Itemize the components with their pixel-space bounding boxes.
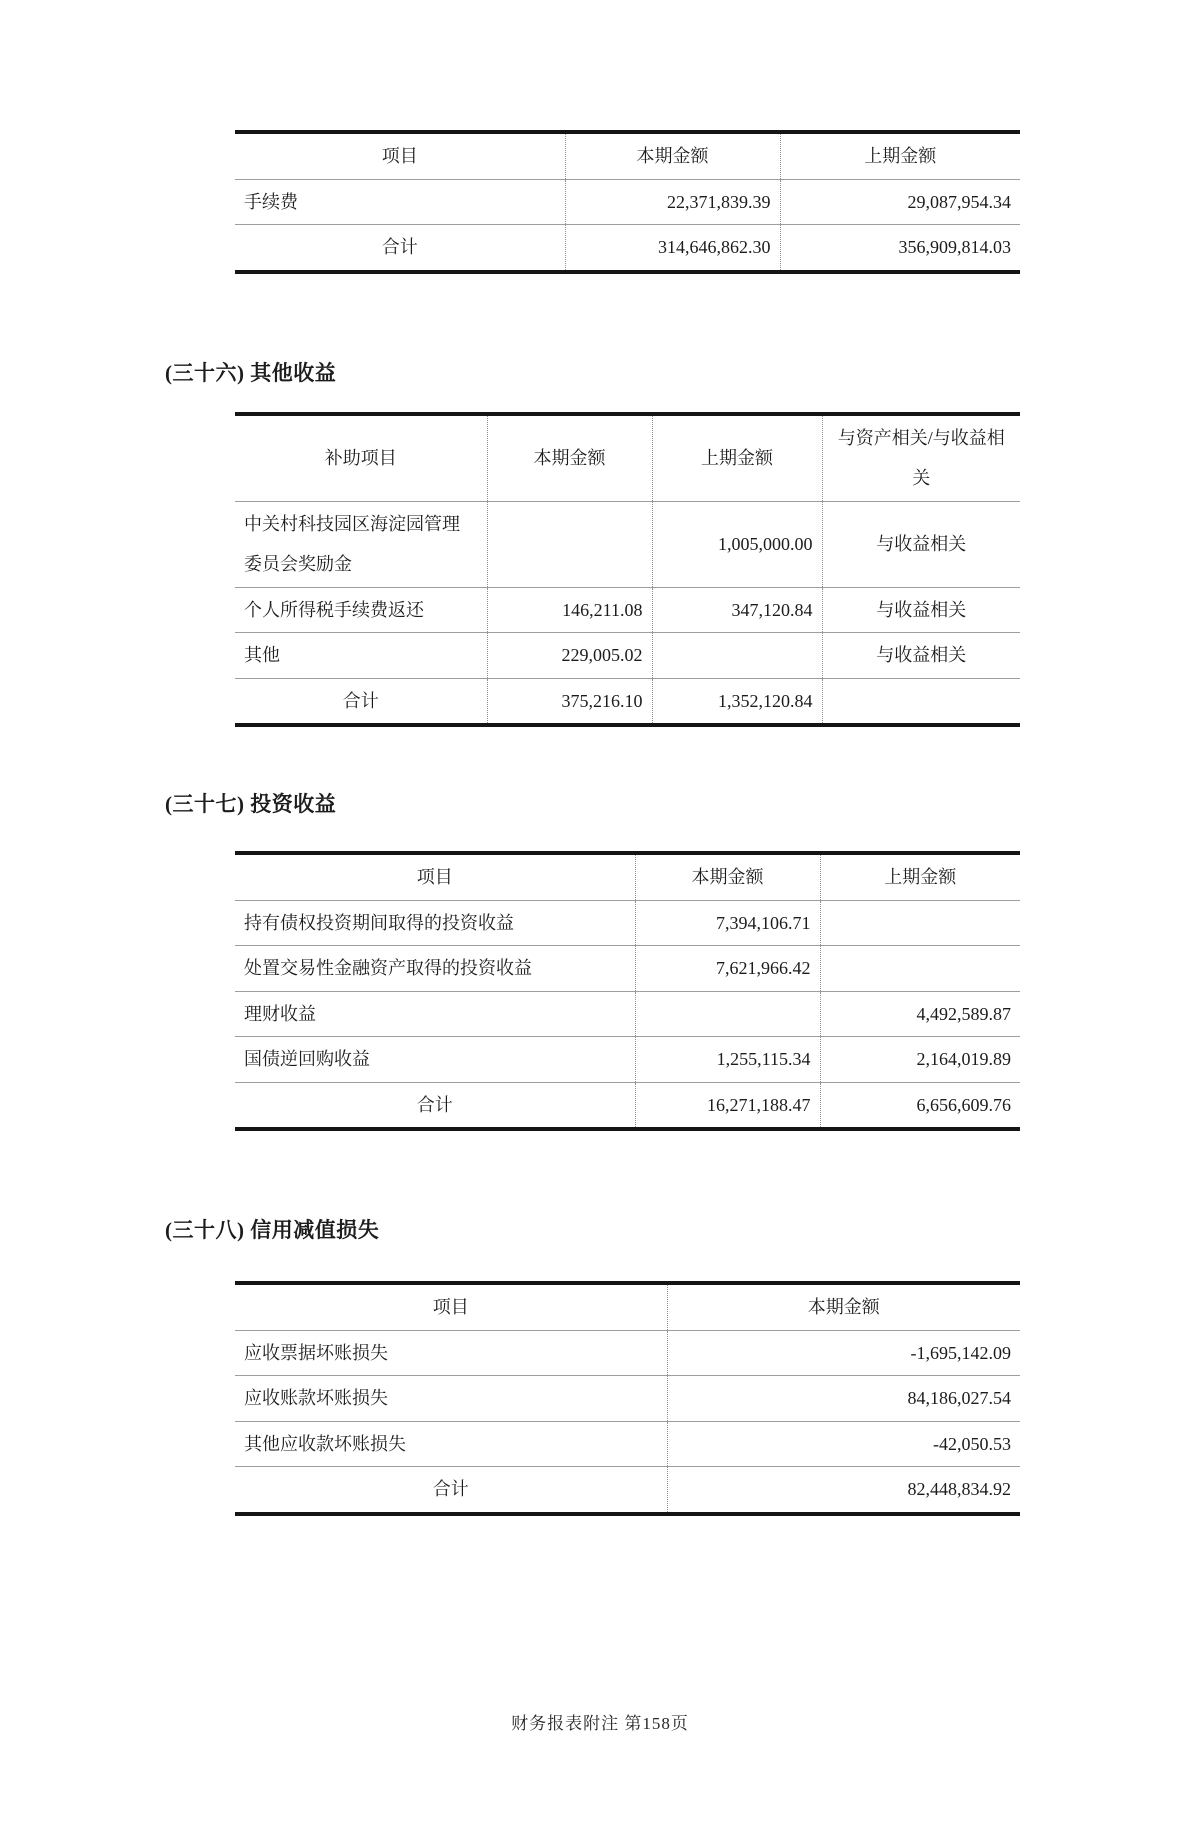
amount-prior: 4,492,589.87 — [820, 991, 1020, 1037]
amount-prior: 1,005,000.00 — [652, 501, 822, 587]
table-header-row — [235, 1283, 1020, 1330]
amount-prior — [652, 633, 822, 679]
amount-prior: 29,087,954.34 — [780, 179, 1020, 225]
row-label: 手续费 — [235, 179, 565, 225]
table-header-row — [235, 414, 1020, 502]
column-header-item: 项目 — [235, 1283, 667, 1330]
page-footer: 财务报表附注 第158页 — [511, 1714, 689, 1733]
row-label: 处置交易性金融资产取得的投资收益 — [235, 946, 635, 992]
amount-prior: 1,352,120.84 — [652, 678, 822, 725]
amount-current: 229,005.02 — [487, 633, 652, 679]
section-title-investment-income: (三十七) 投资收益 — [165, 792, 337, 816]
amount-current: 22,371,839.39 — [565, 179, 780, 225]
amount-prior — [820, 900, 1020, 946]
row-label: 持有债权投资期间取得的投资收益 — [235, 900, 635, 946]
table-header-row — [235, 853, 1020, 900]
row-label: 其他应收款坏账损失 — [235, 1421, 667, 1467]
column-header-current-amount: 本期金额 — [565, 132, 780, 179]
related-type: 与收益相关 — [822, 633, 1020, 679]
amount-current: 1,255,115.34 — [635, 1037, 820, 1083]
amount-prior: 347,120.84 — [652, 587, 822, 633]
amount-current — [635, 991, 820, 1037]
row-label: 应收账款坏账损失 — [235, 1376, 667, 1422]
total-label: 合计 — [235, 225, 565, 272]
section-title-other-income: (三十六) 其他收益 — [165, 360, 337, 385]
table-total-row — [235, 1082, 1020, 1129]
amount-current: -1,695,142.09 — [667, 1330, 1020, 1376]
amount-current: -42,050.53 — [667, 1421, 1020, 1467]
row-label: 理财收益 — [235, 991, 635, 1037]
table-row — [235, 179, 1020, 225]
related-type: 与收益相关 — [822, 501, 1020, 587]
amount-current: 7,394,106.71 — [635, 900, 820, 946]
column-header-subsidy-item: 补助项目 — [235, 414, 487, 502]
table-row — [235, 501, 1020, 587]
table-total-row — [235, 678, 1020, 725]
fee-summary-table — [235, 130, 1020, 274]
total-label: 合计 — [235, 678, 487, 725]
table-row — [235, 1421, 1020, 1467]
table-row — [235, 1376, 1020, 1422]
column-header-prior-amount: 上期金额 — [652, 414, 822, 502]
column-header-prior-amount: 上期金额 — [820, 853, 1020, 900]
investment-income-table — [235, 851, 1020, 1131]
column-header-prior-amount: 上期金额 — [780, 132, 1020, 179]
amount-prior — [820, 946, 1020, 992]
amount-current: 375,216.10 — [487, 678, 652, 725]
amount-prior: 6,656,609.76 — [820, 1082, 1020, 1129]
table-row — [235, 946, 1020, 992]
table-row — [235, 1330, 1020, 1376]
total-label: 合计 — [235, 1467, 667, 1514]
table-total-row — [235, 225, 1020, 272]
table-row — [235, 587, 1020, 633]
row-label: 国债逆回购收益 — [235, 1037, 635, 1083]
table-row — [235, 633, 1020, 679]
related-type — [822, 678, 1020, 725]
section-title-credit-impairment: (三十八) 信用减值损失 — [165, 1218, 380, 1242]
table-row — [235, 1037, 1020, 1083]
amount-prior: 2,164,019.89 — [820, 1037, 1020, 1083]
table-row — [235, 991, 1020, 1037]
table-header-row — [235, 132, 1020, 179]
amount-current: 84,186,027.54 — [667, 1376, 1020, 1422]
credit-impairment-table — [235, 1281, 1020, 1516]
other-income-table — [235, 412, 1020, 728]
row-label: 应收票据坏账损失 — [235, 1330, 667, 1376]
row-label: 个人所得税手续费返还 — [235, 587, 487, 633]
table-row — [235, 900, 1020, 946]
amount-prior: 356,909,814.03 — [780, 225, 1020, 272]
column-header-item: 项目 — [235, 132, 565, 179]
amount-current — [487, 501, 652, 587]
row-label: 其他 — [235, 633, 487, 679]
total-label: 合计 — [235, 1082, 635, 1129]
table-total-row — [235, 1467, 1020, 1514]
column-header-item: 项目 — [235, 853, 635, 900]
column-header-current-amount: 本期金额 — [487, 414, 652, 502]
column-header-current-amount: 本期金额 — [635, 853, 820, 900]
amount-current: 82,448,834.92 — [667, 1467, 1020, 1514]
row-label: 中关村科技园区海淀园管理委员会奖励金 — [235, 501, 487, 587]
amount-current: 146,211.08 — [487, 587, 652, 633]
amount-current: 314,646,862.30 — [565, 225, 780, 272]
related-type: 与收益相关 — [822, 587, 1020, 633]
column-header-current-amount: 本期金额 — [667, 1283, 1020, 1330]
amount-current: 16,271,188.47 — [635, 1082, 820, 1129]
financial-notes-page — [0, 130, 1200, 1826]
amount-current: 7,621,966.42 — [635, 946, 820, 992]
column-header-related-type: 与资产相关/与收益相关 — [822, 414, 1020, 502]
